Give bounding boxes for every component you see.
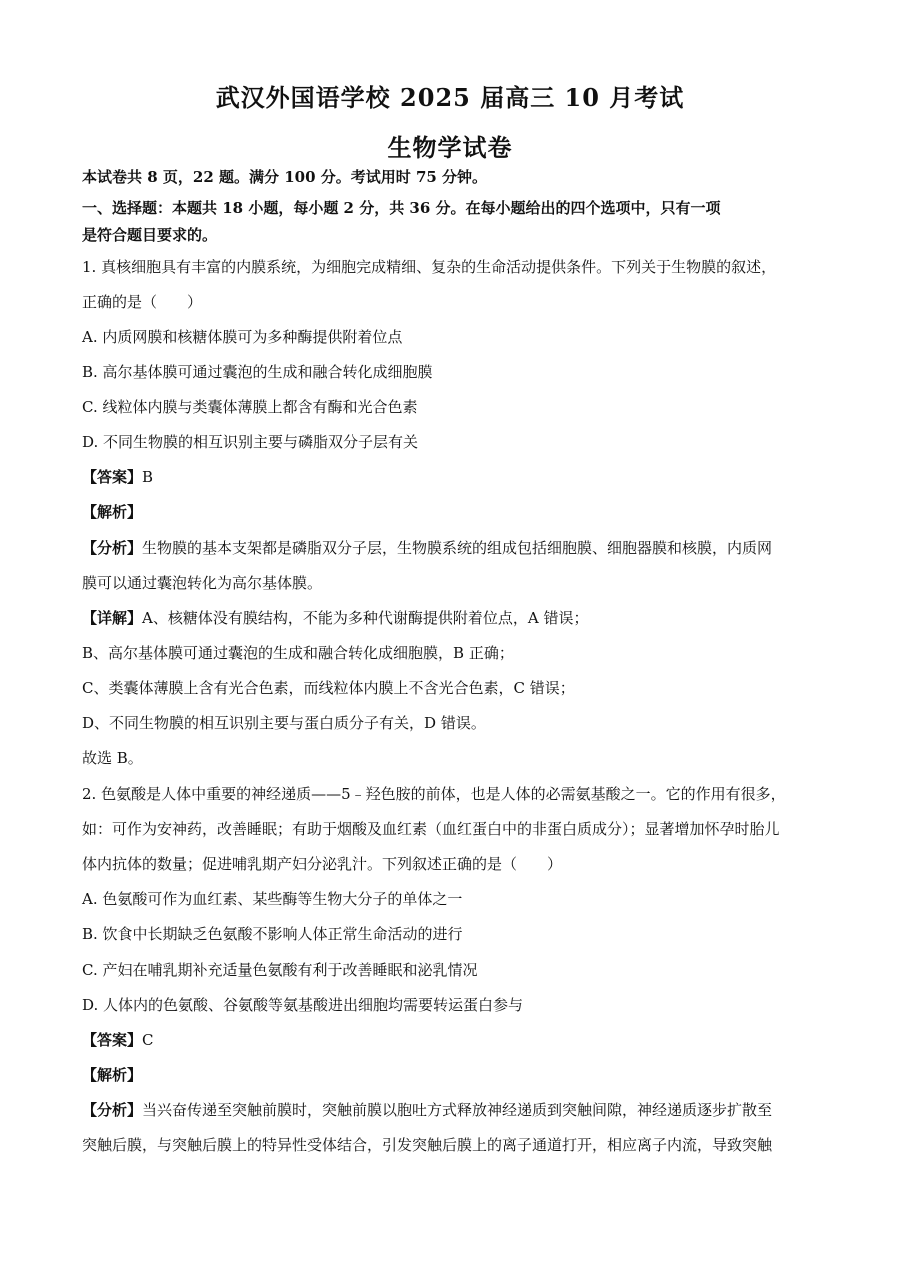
q1-answer [82, 466, 153, 488]
q1-conclusion: 故选 B。 [82, 749, 143, 767]
exam-intro: 本试卷共 8 页，22 题。满分 100 分。考试用时 75 分钟。 [82, 168, 488, 186]
q1-fenxi-line-1 [82, 537, 772, 559]
q1-jiexi-tag: 【解析】 [82, 503, 143, 521]
fenxi-tag: 【分析】 [82, 539, 143, 557]
q1-fenxi-line-2: 膜可以通过囊泡转化为高尔基体膜。 [82, 574, 323, 592]
fenxi-text: 生物膜的基本支架都是磷脂双分子层，生物膜系统的组成包括细胞膜、细胞器膜和核膜，内质网 [142, 539, 773, 557]
answer-value: C [142, 1031, 154, 1049]
q2-fenxi-line-1 [82, 1099, 772, 1121]
q2-jiexi-tag: 【解析】 [82, 1066, 143, 1084]
q1-option-c: C. 线粒体内膜与类囊体薄膜上都含有酶和光合色素 [82, 398, 418, 416]
xiangjie-tag: 【详解】 [82, 609, 143, 627]
q2-option-d: D. 人体内的色氨酸、谷氨酸等氨基酸进出细胞均需要转运蛋白参与 [82, 996, 524, 1014]
q1-xiangjie-line-b: B、高尔基体膜可通过囊泡的生成和融合转化成细胞膜，B 正确； [82, 644, 514, 662]
section-heading-line-2: 是符合题目要求的。 [82, 226, 218, 244]
fenxi-text: 当兴奋传递至突触前膜时，突触前膜以胞吐方式释放神经递质到突触间隙，神经递质逐步扩散至 [142, 1101, 773, 1119]
q1-xiangjie-line-1 [82, 607, 588, 629]
q2-option-c: C. 产妇在哺乳期补充适量色氨酸有利于改善睡眠和泌乳情况 [82, 961, 478, 979]
exam-title: 武汉外国语学校 2025 届高三 10 月考试 [215, 83, 685, 112]
q2-answer [82, 1029, 154, 1051]
q2-stem-line-2: 如：可作为安神药，改善睡眠；有助于烟酸及血红素（血红蛋白中的非蛋白质成分）；显著增加怀孕时胎儿 [82, 820, 780, 838]
section-heading-line-1: 一、选择题：本题共 18 小题，每小题 2 分，共 36 分。在每小题给出的四个选项中，只有一项 [82, 199, 721, 217]
q1-stem-line-2: 正确的是（ ） [82, 293, 203, 311]
q1-option-a: A. 内质网膜和核糖体膜可为多种酶提供附着位点 [82, 328, 403, 346]
q1-xiangjie-line-c: C、类囊体薄膜上含有光合色素，而线粒体内膜上不含光合色素，C 错误； [82, 679, 575, 697]
q2-stem-line-3: 体内抗体的数量；促进哺乳期产妇分泌乳汁。下列叙述正确的是（ ） [82, 855, 563, 873]
q2-option-a: A. 色氨酸可作为血红素、某些酶等生物大分子的单体之一 [82, 890, 463, 908]
q1-option-b: B. 高尔基体膜可通过囊泡的生成和融合转化成细胞膜 [82, 363, 433, 381]
q2-stem-line-1: 2. 色氨酸是人体中重要的神经递质——5﹣羟色胺的前体，也是人体的必需氨基酸之一。它的作用有很多， [82, 785, 786, 803]
answer-value: B [142, 468, 154, 486]
exam-subtitle: 生物学试卷 [387, 133, 513, 162]
q2-fenxi-line-2: 突触后膜，与突触后膜上的特异性受体结合，引发突触后膜上的离子通道打开，相应离子内流，导致突触 [82, 1136, 773, 1154]
q1-stem-line-1: 1. 真核细胞具有丰富的内膜系统，为细胞完成精细、复杂的生命活动提供条件。下列关于生物膜的叙述， [82, 258, 777, 276]
q1-xiangjie-line-d: D、不同生物膜的相互识别主要与蛋白质分子有关，D 错误。 [82, 714, 486, 732]
xiangjie-text: A、核糖体没有膜结构，不能为多种代谢酶提供附着位点，A 错误； [142, 609, 589, 627]
q2-option-b: B. 饮食中长期缺乏色氨酸不影响人体正常生命活动的进行 [82, 925, 463, 943]
fenxi-tag: 【分析】 [82, 1101, 143, 1119]
answer-tag: 【答案】 [82, 1031, 143, 1049]
q1-option-d: D. 不同生物膜的相互识别主要与磷脂双分子层有关 [82, 433, 419, 451]
answer-tag: 【答案】 [82, 468, 143, 486]
